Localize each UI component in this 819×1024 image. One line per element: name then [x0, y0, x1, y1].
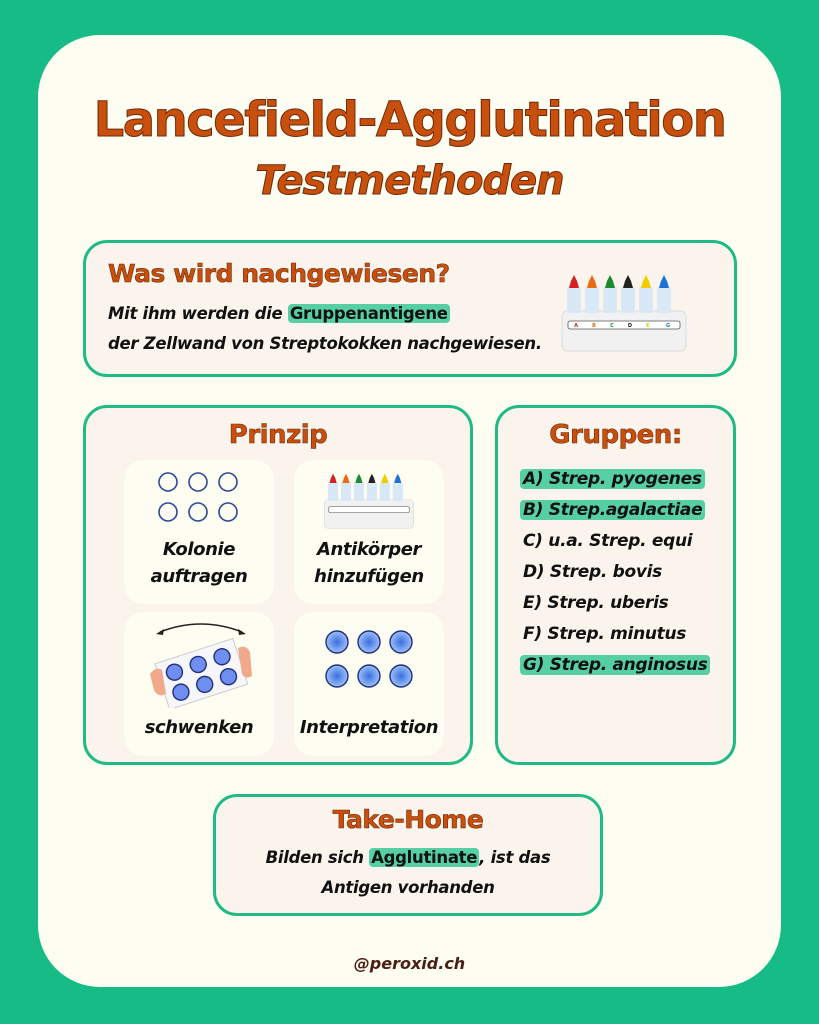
what-detected-box [83, 240, 737, 377]
takehome-heading: Take-Home [332, 805, 484, 834]
what-detected-heading: Was wird nachgewiesen? [108, 259, 450, 288]
group-item-f: F) Strep. minutus [523, 624, 687, 644]
groups-box [495, 405, 736, 765]
principle-heading: Prinzip [228, 420, 328, 450]
step-apply-colony-label: Kolonie auftragen [150, 539, 248, 587]
step-rock-label: schwenken [144, 717, 254, 738]
what-line1-text: Mit ihm werden die [108, 304, 288, 323]
antiserum-rack-image [560, 273, 688, 353]
principle-box [83, 405, 473, 765]
step-add-antibodies-label: Antikörper hinzufügen [314, 539, 424, 587]
step-apply-colony [124, 460, 274, 604]
svg-text:B: B [592, 323, 596, 329]
main-title: Lancefield-Agglutination [93, 92, 726, 148]
step-rock [124, 612, 274, 756]
empty-test-card-icon [154, 470, 244, 532]
footer-handle: @peroxid.ch [353, 954, 466, 973]
rocking-card-icon [146, 618, 256, 708]
highlight-agglutinate: Agglutinate [371, 848, 478, 867]
groups-heading: Gruppen: [549, 420, 682, 450]
step-interpretation [294, 612, 444, 756]
bottle-rack-icon [560, 273, 688, 353]
step-interpretation-label: Interpretation [299, 717, 439, 738]
groups-list [520, 466, 710, 683]
svg-text:D: D [627, 323, 633, 329]
group-item-c: C) u.a. Strep. equi [523, 531, 693, 551]
highlight-gruppenantigene: Gruppenantigene [289, 304, 448, 323]
step-add-antibodies [294, 460, 444, 604]
svg-text:C: C [610, 323, 614, 329]
subtitle: Testmethoden [255, 158, 564, 204]
group-item-b: B) Strep.agalactiae [520, 497, 710, 528]
group-item-e: E) Strep. uberis [523, 593, 669, 613]
svg-text:E: E [646, 323, 650, 329]
group-item-a: A) Strep. pyogenes [520, 466, 710, 497]
takehome-box [213, 794, 603, 916]
takehome-text: Bilden sich Agglutinate , ist das Antigen vorhanden [265, 848, 551, 897]
what-detected-text [108, 299, 542, 359]
filled-test-card-icon [321, 628, 417, 694]
what-line2-text: der Zellwand von Streptokokken nachgewiesen. [108, 334, 542, 353]
svg-text:G: G [665, 323, 671, 329]
group-item-d: D) Strep. bovis [523, 562, 663, 582]
bottle-rack-icon [323, 472, 415, 530]
svg-text:A: A [574, 323, 578, 329]
group-item-g: G) Strep. anginosus [520, 652, 710, 683]
